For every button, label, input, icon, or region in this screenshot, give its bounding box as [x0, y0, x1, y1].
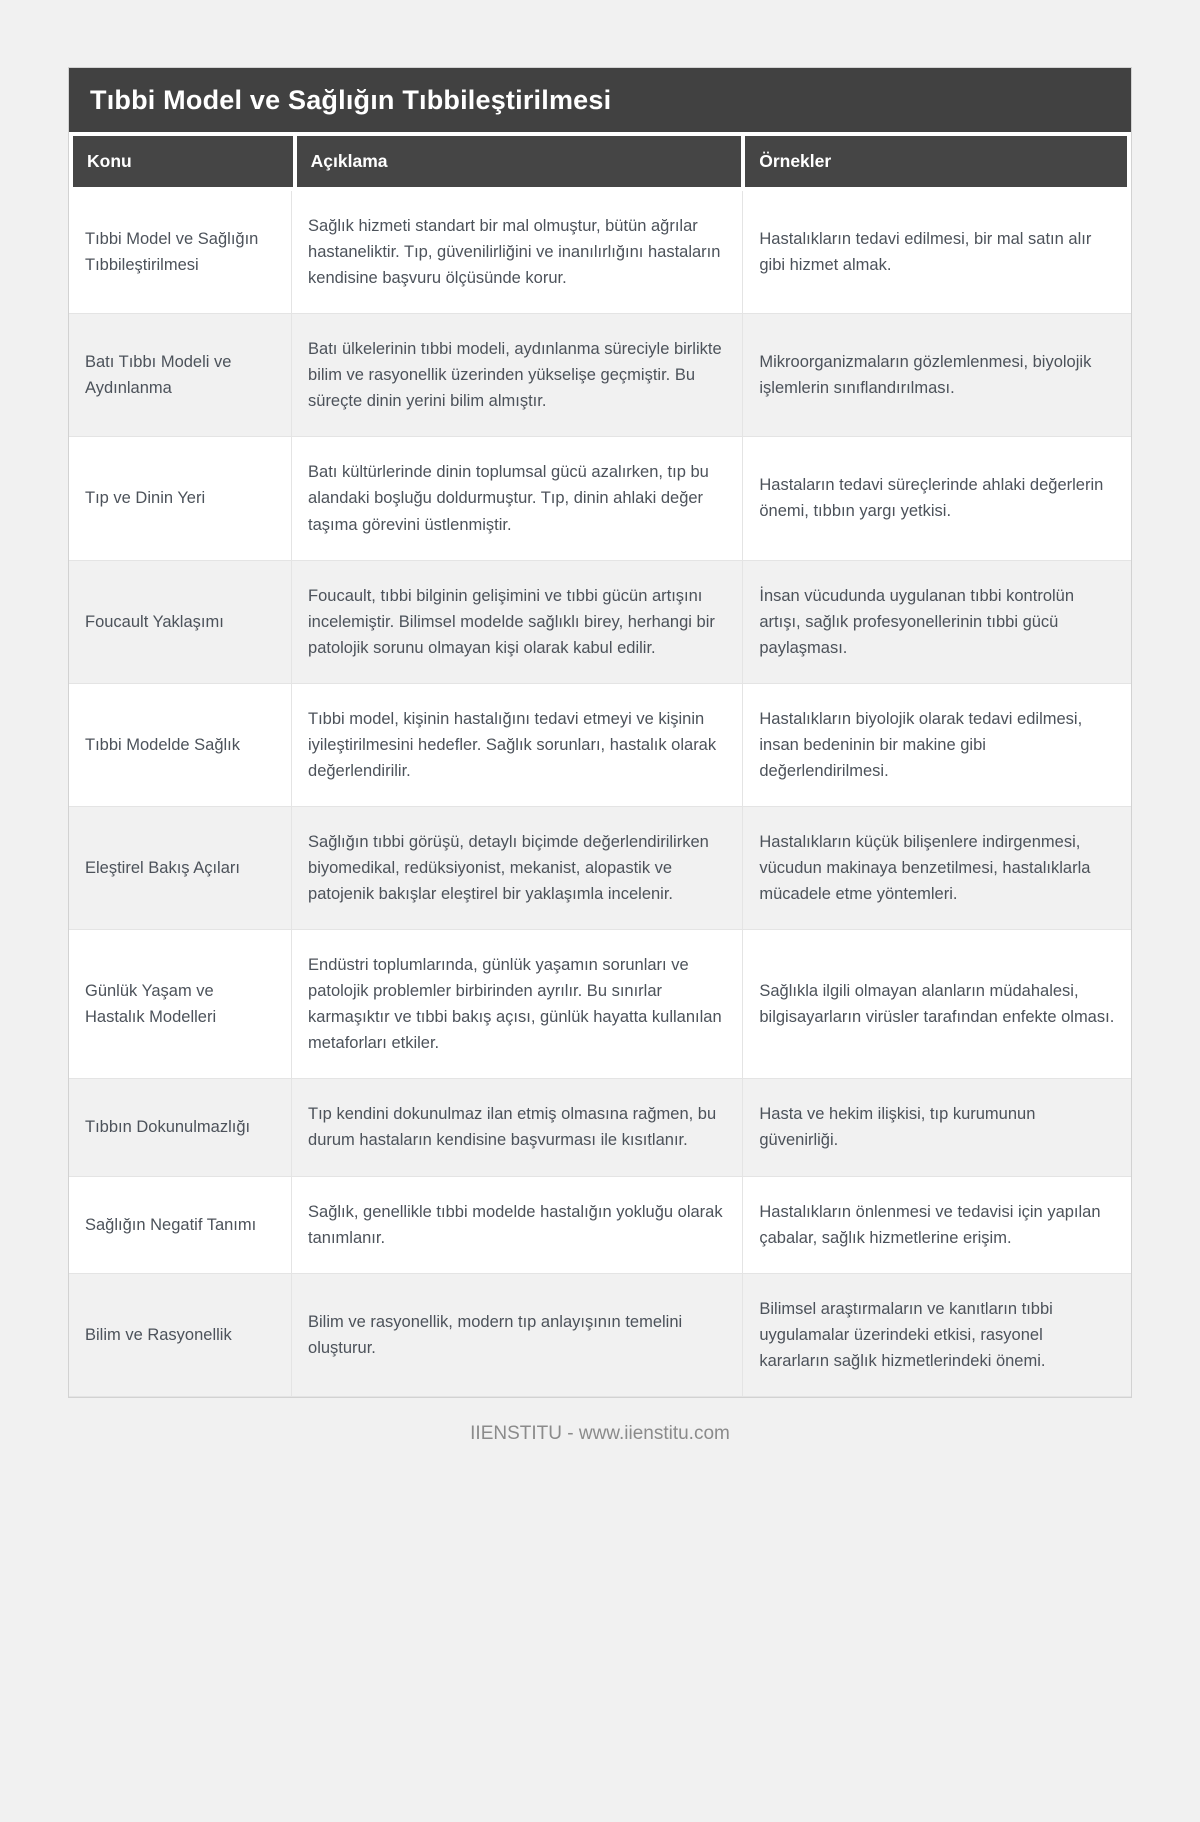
examples-cell: Sağlıkla ilgili olmayan alanların müdahalesi, bilgisayarların virüsler tarafından enfekte olması.: [743, 930, 1131, 1079]
table-row: [69, 1079, 1131, 1176]
table-row: [69, 684, 1131, 807]
description-cell: Batı ülkelerinin tıbbi modeli, aydınlanma süreciyle birlikte bilim ve rasyonellik üzerinden yükselişe geçmiştir. Bu süreçte dinin yerini bilim almıştır.: [292, 314, 743, 437]
header-row: [73, 136, 1127, 187]
description-cell: Sağlığın tıbbi görüşü, detaylı biçimde değerlendirilirken biyomedikal, redüksiyonist, mekanist, alopastik ve patojenik bakışlar eleştirel bir yaklaşımla incelenir.: [292, 807, 743, 930]
table-row: [69, 561, 1131, 684]
description-cell: Endüstri toplumlarında, günlük yaşamın sorunları ve patolojik problemler birbirinden ayrılır. Bu sınırlar karmaşıktır ve tıbbi bakış açısı, günlük hayatta kullanılan metaforları etkiler.: [292, 930, 743, 1079]
description-cell: Tıp kendini dokunulmaz ilan etmiş olmasına rağmen, bu durum hastaların kendisine başvurması ile kısıtlanır.: [292, 1079, 743, 1176]
topic-cell: Batı Tıbbı Modeli ve Aydınlanma: [69, 314, 292, 437]
column-header-ornekler: Örnekler: [745, 136, 1127, 187]
description-cell: Batı kültürlerinde dinin toplumsal gücü azalırken, tıp bu alandaki boşluğu doldurmuştur. Tıp, dinin ahlaki değer taşıma görevini üstlenmiştir.: [292, 437, 743, 560]
document-card: [68, 67, 1132, 1398]
examples-cell: Bilimsel araştırmaların ve kanıtların tıbbi uygulamalar üzerindeki etkisi, rasyonel kararların sağlık hizmetlerindeki önemi.: [743, 1274, 1131, 1397]
table-row: [69, 1177, 1131, 1274]
description-cell: Foucault, tıbbi bilginin gelişimini ve tıbbi gücün artışını incelemiştir. Bilimsel modelde sağlıklı birey, herhangi bir patolojik sorunu olmayan kişi olarak kabul edilir.: [292, 561, 743, 684]
table-row: [69, 930, 1131, 1079]
examples-cell: Hastalıkların küçük bilişenlere indirgenmesi, vücudun makinaya benzetilmesi, hastalıklarla mücadele etme yöntemleri.: [743, 807, 1131, 930]
column-header-aciklama: Açıklama: [297, 136, 742, 187]
examples-cell: Hastaların tedavi süreçlerinde ahlaki değerlerin önemi, tıbbın yargı yetkisi.: [743, 437, 1131, 560]
topic-cell: Tıbbi Modelde Sağlık: [69, 684, 292, 807]
topic-cell: Tıp ve Dinin Yeri: [69, 437, 292, 560]
examples-cell: Hasta ve hekim ilişkisi, tıp kurumunun güvenirliği.: [743, 1079, 1131, 1176]
description-cell: Tıbbi model, kişinin hastalığını tedavi etmeyi ve kişinin iyileştirilmesini hedefler. Sağlık sorunları, hastalık olarak değerlendirilir.: [292, 684, 743, 807]
footer-branding: IIENSTITU - www.iienstitu.com: [470, 1422, 730, 1444]
examples-cell: Mikroorganizmaların gözlemlenmesi, biyolojik işlemlerin sınıflandırılması.: [743, 314, 1131, 437]
column-header-konu: Konu: [73, 136, 293, 187]
topic-cell: Günlük Yaşam ve Hastalık Modelleri: [69, 930, 292, 1079]
description-cell: Sağlık hizmeti standart bir mal olmuştur, bütün ağrılar hastaneliktir. Tıp, güvenilirliğini ve inanılırlığını hastaların kendisine başvuru ölçüsünde korur.: [292, 191, 743, 314]
examples-cell: Hastalıkların biyolojik olarak tedavi edilmesi, insan bedeninin bir makine gibi değerlendirilmesi.: [743, 684, 1131, 807]
table-row: [69, 807, 1131, 930]
topics-table: [69, 191, 1131, 1397]
examples-cell: Hastalıkların önlenmesi ve tedavisi için yapılan çabalar, sağlık hizmetlerine erişim.: [743, 1177, 1131, 1274]
topic-cell: Tıbbi Model ve Sağlığın Tıbbileştirilmesi: [69, 191, 292, 314]
table-row: [69, 191, 1131, 314]
table-header: [69, 132, 1131, 191]
description-cell: Sağlık, genellikle tıbbi modelde hastalığın yokluğu olarak tanımlanır.: [292, 1177, 743, 1274]
description-cell: Bilim ve rasyonellik, modern tıp anlayışının temelini oluşturur.: [292, 1274, 743, 1397]
topic-cell: Bilim ve Rasyonellik: [69, 1274, 292, 1397]
topic-cell: Eleştirel Bakış Açıları: [69, 807, 292, 930]
topic-cell: Foucault Yaklaşımı: [69, 561, 292, 684]
table-row: [69, 437, 1131, 560]
page-title: Tıbbi Model ve Sağlığın Tıbbileştirilmesi: [69, 68, 1131, 132]
table-row: [69, 1274, 1131, 1397]
table-row: [69, 314, 1131, 437]
examples-cell: Hastalıkların tedavi edilmesi, bir mal satın alır gibi hizmet almak.: [743, 191, 1131, 314]
topic-cell: Sağlığın Negatif Tanımı: [69, 1177, 292, 1274]
examples-cell: İnsan vücudunda uygulanan tıbbi kontrolün artışı, sağlık profesyonellerinin tıbbi gücü paylaşması.: [743, 561, 1131, 684]
topic-cell: Tıbbın Dokunulmazlığı: [69, 1079, 292, 1176]
